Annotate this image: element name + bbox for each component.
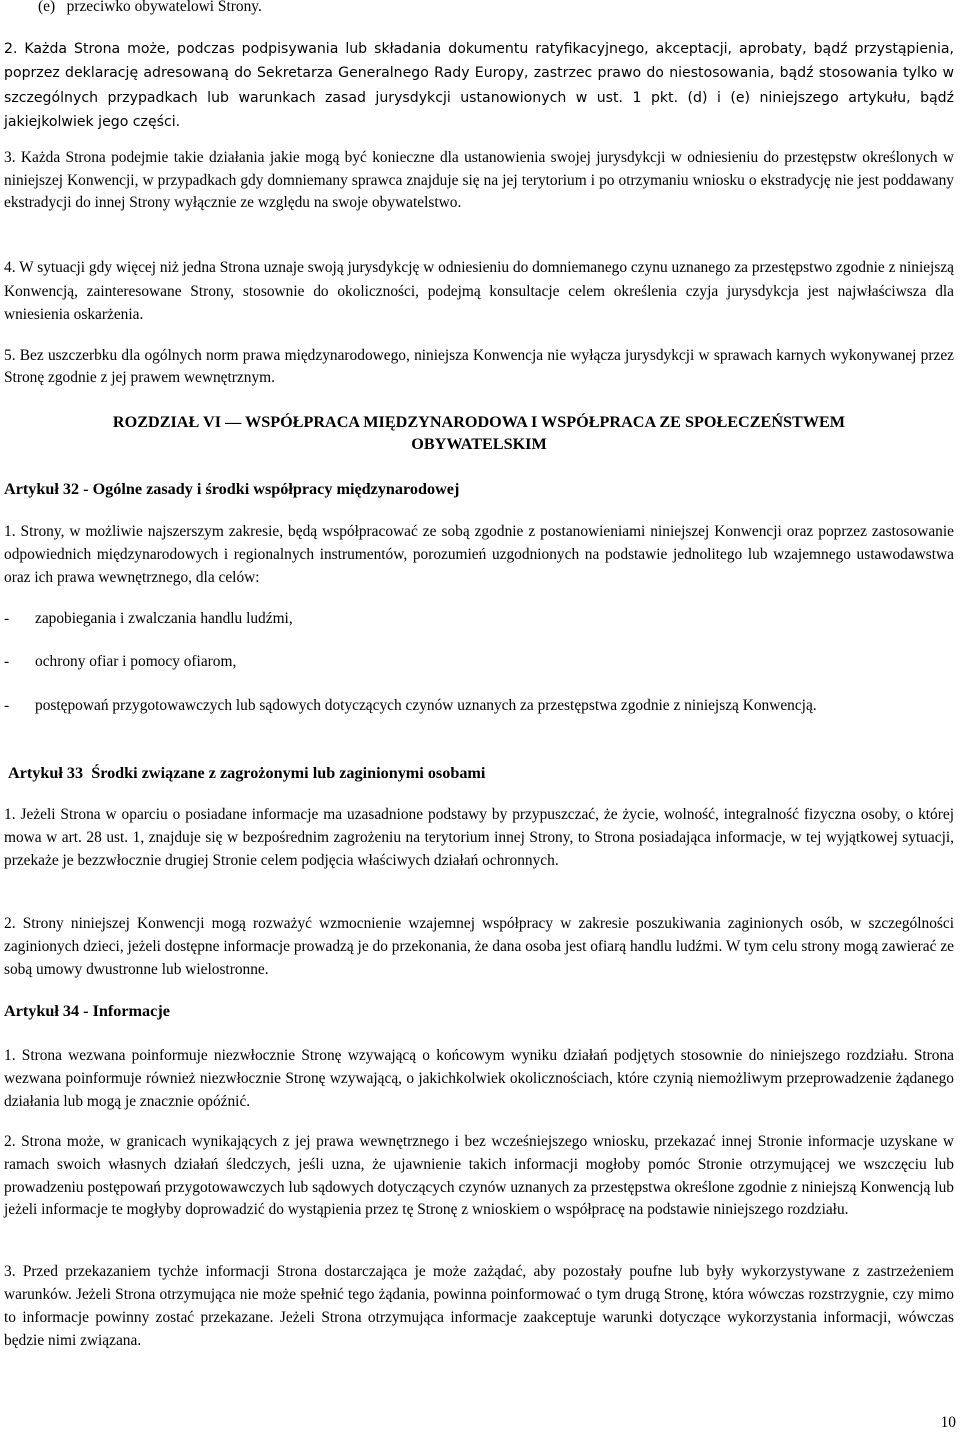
- list-item: [4, 608, 954, 630]
- article-32-paragraph-1: 1. Strony, w możliwie najszerszym zakresie, będą współpracować ze sobą zgodnie z postanowieniami niniejszej Konwencji oraz poprzez zastosowanie odpowiednich międzynarodowych i regionalnych instrumentów, porozumień uzgodnionych na podstawie jednolitego lub wzajemnego ustawodawstwa oraz ich prawa wewnętrznego, dla celów:: [4, 523, 954, 586]
- paragraph-5: 5. Bez uszczerbku dla ogólnych norm prawa międzynarodowego, niniejsza Konwencja nie wyłącza jurysdykcji w sprawach karnych wykonywanej przez Stronę zgodnie z jej prawem wewnętrznym.: [4, 347, 954, 386]
- chapter-heading: [4, 411, 954, 455]
- paragraph-4: 4. W sytuacji gdy więcej niż jedna Strona uznaje swoją jurysdykcję w odniesieniu do domniemanego czynu uznanego za przestępstwo zgodnie z niniejszą Konwencją, zainteresowane Strony, stosownie do okoliczności, podejmą konsultacje celem określenia czyja jurysdykcja jest najwłaściwsza dla wniesienia oskarżenia.: [4, 259, 954, 323]
- article-34-paragraph-3: 3. Przed przekazaniem tychże informacji Strona dostarczająca je może zażądać, aby pozostały poufne lub były wykorzystywane z zastrzeżeniem warunków. Jeżeli Strona otrzymująca nie może spełnić tego żądania, powinna poinformować o tym drugą Stronę, która wówczas rozstrzygnie, czy mimo to informacje powinny zostać przekazane. Jeżeli Strona otrzymująca informacje zaakceptuje warunki dotyczące wykorzystania informacji, wówczas będzie nimi związana.: [4, 1263, 954, 1349]
- article-34-paragraph-1: 1. Strona wezwana poinformuje niezwłocznie Stronę wzywającą o końcowym wyniku działań podjętych stosownie do niniejszego rozdziału. Strona wezwana poinformuje również niezwłocznie Stronę wzywającą, o jakichkolwiek okolicznościach, które czynią niemożliwym przeprowadzenie żądanego działania lub mogą je znacznie opóźnić.: [4, 1047, 954, 1110]
- chapter-heading-line-2: OBYWATELSKIM: [411, 435, 547, 453]
- list-item: [4, 651, 954, 673]
- article-33-paragraph-2: 2. Strony niniejszej Konwencji mogą rozważyć wzmocnienie wzajemnej współpracy w zakresie poszukiwania zaginionych osób, w szczególności zaginionych dzieci, jeżeli dostępne informacje prowadzą je do przekonania, że dana osoba jest ofiarą handlu ludźmi. W tym celu strony mogą zawierać ze sobą umowy dwustronne lub wielostronne.: [4, 915, 954, 978]
- chapter-heading-line-1: ROZDZIAŁ VI — WSPÓŁPRACA MIĘDZYNARODOWA I WSPÓŁPRACA ZE SPOŁECZEŃSTWEM: [112, 413, 846, 431]
- list-item-text: zapobiegania i zwalczania handlu ludźmi,: [35, 610, 293, 627]
- article-33-title: Artykuł 33 Środki związane z zagrożonymi lub zaginionymi osobami: [8, 764, 486, 782]
- list-item-text: postępowań przygotowawczych lub sądowych dotyczących czynów uznanych za przestępstwa zgodnie z niniejszą Konwencją.: [35, 697, 817, 714]
- list-item-text: ochrony ofiar i pomocy ofiarom,: [35, 653, 237, 670]
- article-34-paragraph-2: 2. Strona może, w granicach wynikających z jej prawa wewnętrznego i bez wcześniejszego wniosku, przekazać innej Stronie informacje uzyskane w ramach swoich własnych działań śledczych, jeśli uzna, że ujawnienie takich informacji mogłoby pomóc Stronie otrzymującej we wszczęciu lub prowadzeniu postępowań przygotowawczych lub sądowych dotyczących czynów uznanych za przestępstwa określone zgodnie z niniejszą Konwencją lub jeżeli informacje te mogłyby doprowadzić do wystąpienia przez tę Stronę z wnioskiem o współpracę na podstawie niniejszego rozdziału.: [4, 1133, 954, 1219]
- paragraph-2: 2. Każda Strona może, podczas podpisywania lub składania dokumentu ratyfikacyjnego, akceptacji, aprobaty, bądź przystąpienia, poprzez deklarację adresowaną do Sekretarza Generalnego Rady Europy, zastrzec prawo do niestosowania, bądź stosowania tylko w szczególnych przypadkach lub warunkach zasad jurysdykcji ustanowionych w ust. 1 pkt. (d) i (e) niniejszego artykułu, bądź jakiejkolwiek jego części.: [4, 41, 954, 130]
- list-dash: -: [4, 653, 10, 670]
- article-34-title: Artykuł 34 - Informacje: [4, 1002, 170, 1020]
- list-dash: -: [4, 610, 10, 627]
- paragraph-3: 3. Każda Strona podejmie takie działania jakie mogą być konieczne dla ustanowienia swojej jurysdykcji w odniesieniu do przestępstw określonych w niniejszej Konwencji, w przypadkach gdy domniemany sprawca znajduje się na jej terytorium i po otrzymaniu wniosku o ekstradycję nie jest poddawany ekstradycji do innej Strony wyłącznie ze względu na swoje obywatelstwo.: [4, 149, 954, 212]
- article-33-paragraph-1: 1. Jeżeli Strona w oparciu o posiadane informacje ma uzasadnione podstawy by przypuszczać, że życie, wolność, integralność fizyczna osoby, o której mowa w art. 28 ust. 1, znajduje się w bezpośrednim zagrożeniu na terytorium innej Strony, to Strona posiadająca informacje, w tej wyjątkowej sytuacji, przekaże je bezzwłocznie drugiej Stronie celem podjęcia właściwych działań ochronnych.: [4, 806, 954, 869]
- page-number: 10: [940, 1414, 956, 1431]
- item-e: (e) przeciwko obywatelowi Strony.: [38, 0, 262, 15]
- list-dash: -: [4, 697, 10, 714]
- article-32-title: Artykuł 32 - Ogólne zasady i środki współpracy międzynarodowej: [4, 480, 460, 498]
- list-item: [4, 695, 954, 717]
